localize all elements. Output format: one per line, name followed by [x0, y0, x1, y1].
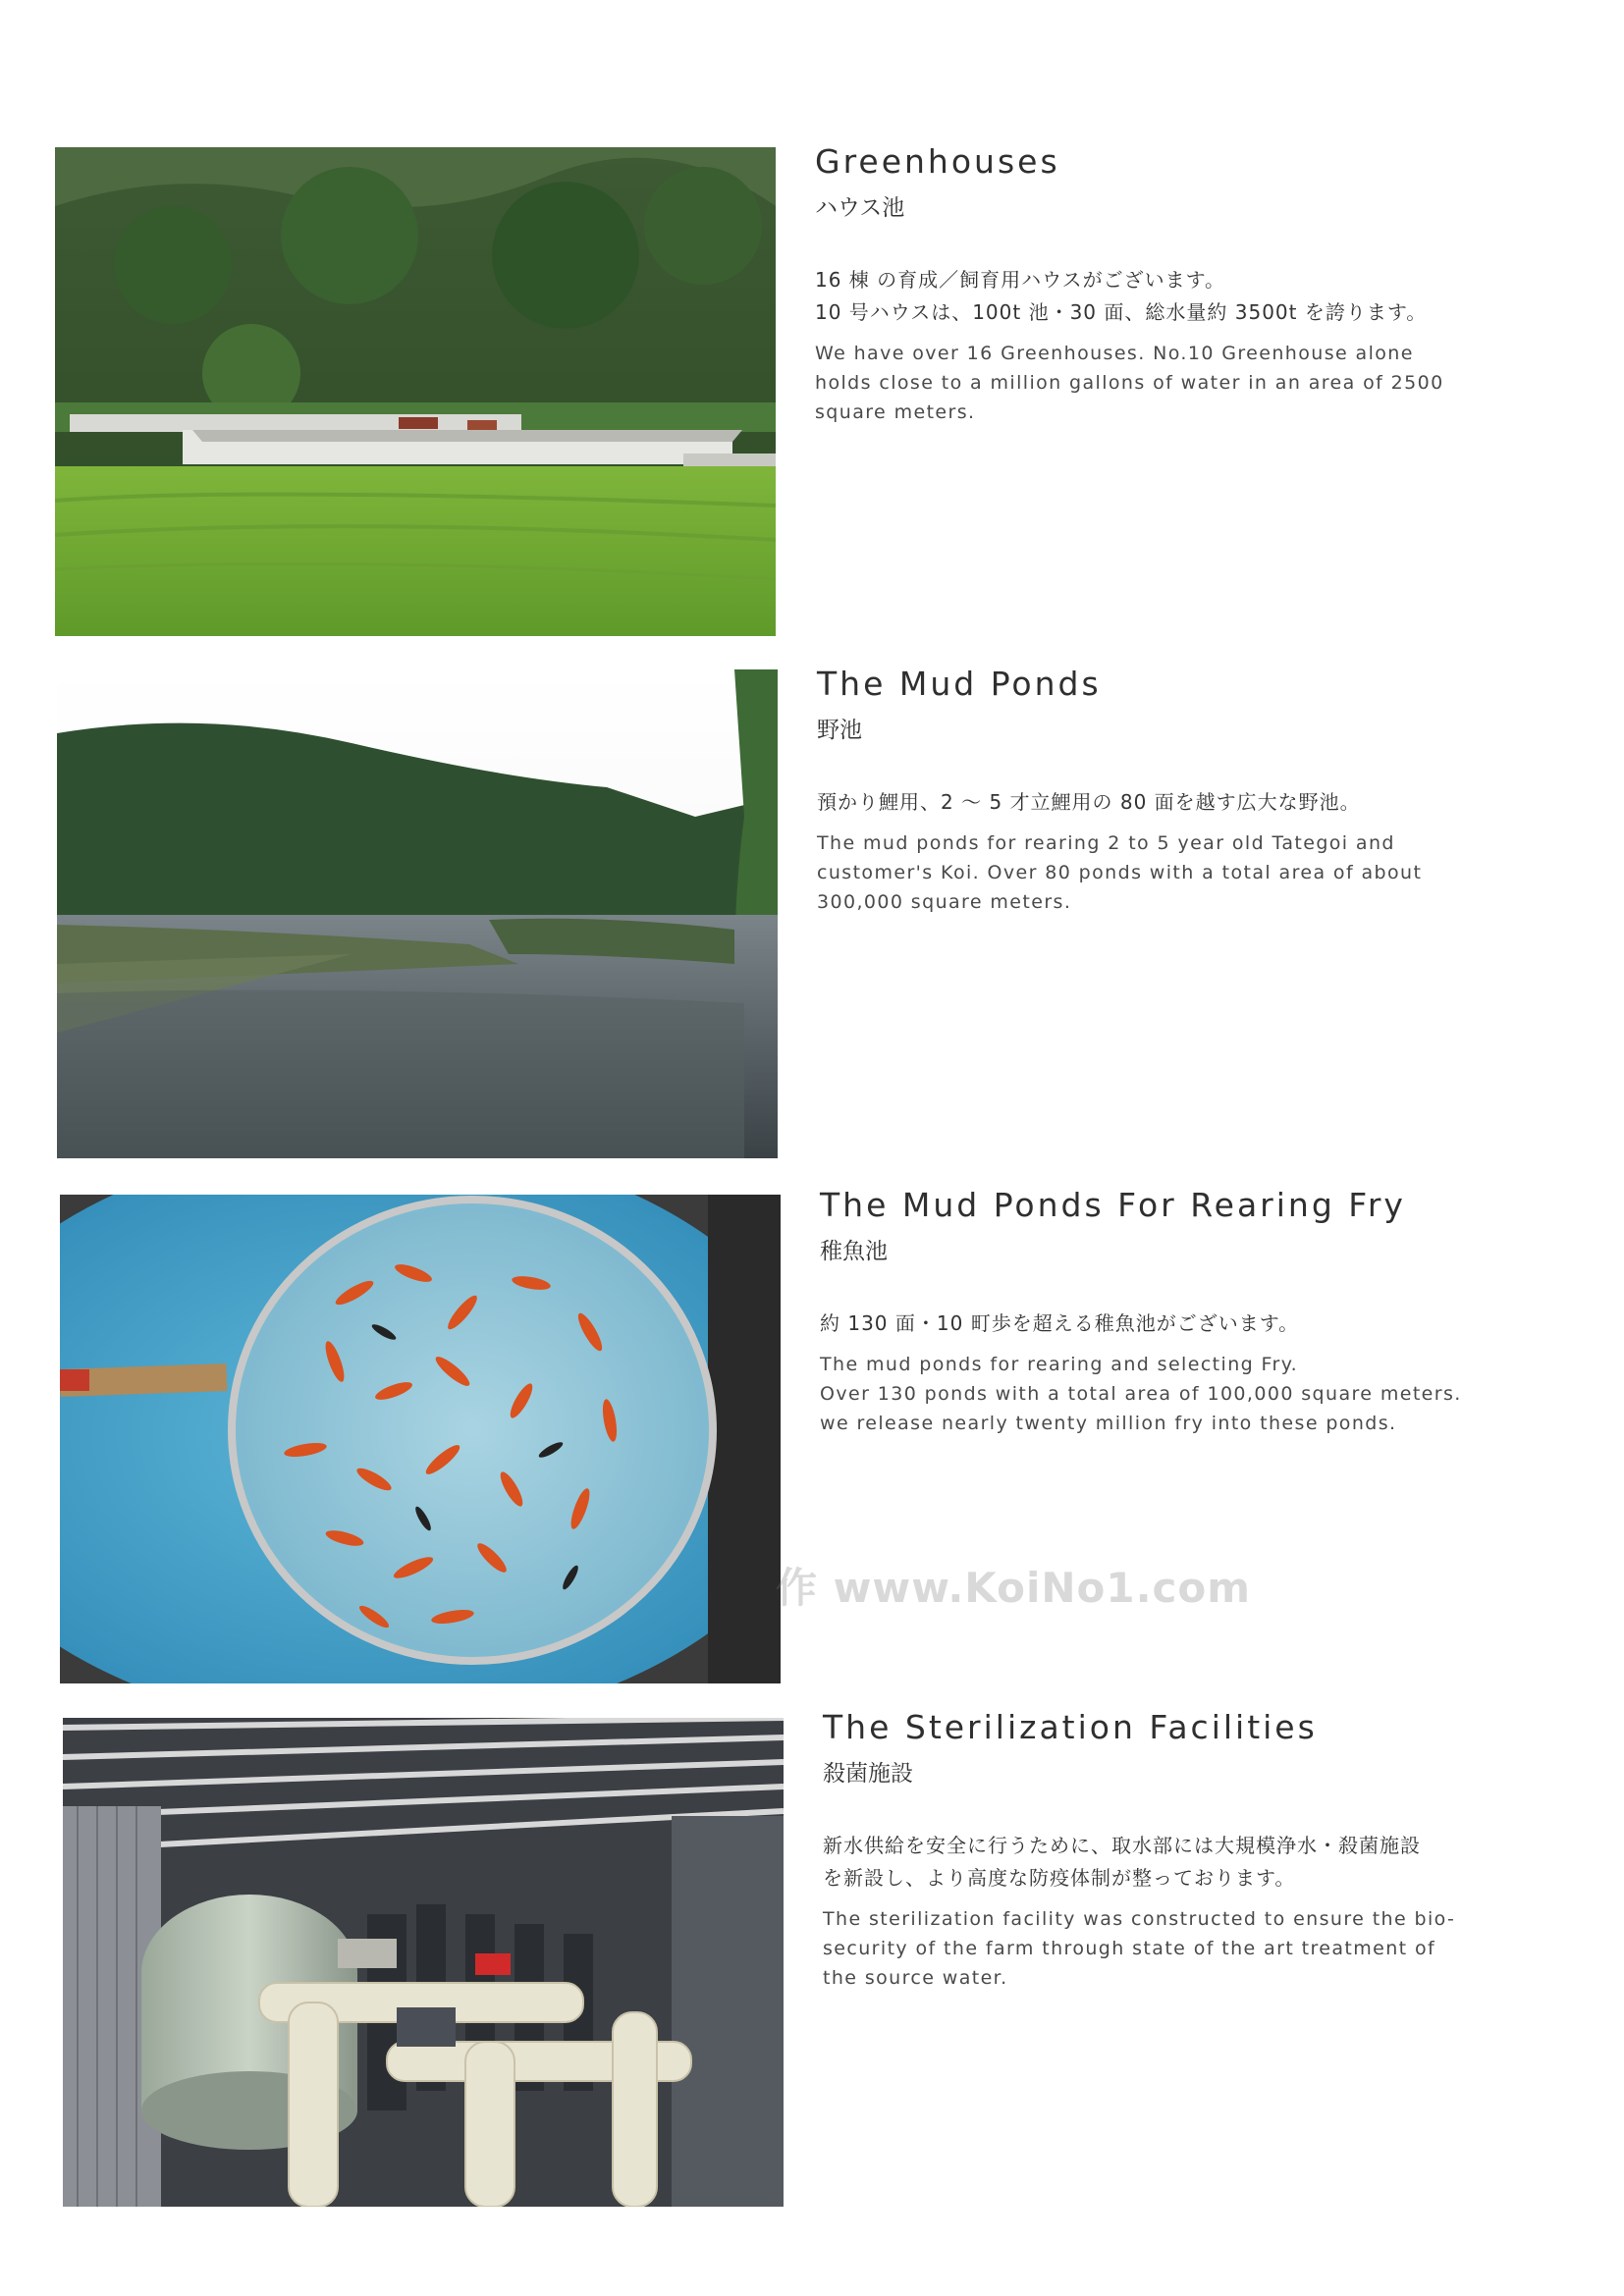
- sterilization-photo: [63, 1718, 784, 2207]
- english-description: [823, 1904, 1490, 1993]
- en-line: 300,000 square meters.: [817, 891, 1072, 913]
- en-line: the source water.: [823, 1967, 1008, 1989]
- japanese-description: [815, 264, 1483, 329]
- en-line: Over 130 ponds with a total area of 100,000 square meters.: [820, 1383, 1462, 1405]
- english-description: [820, 1350, 1488, 1438]
- jp-line: を新設し、より高度な防疫体制が整っております。: [823, 1866, 1296, 1890]
- en-line: The mud ponds for rearing and selecting Fry.: [820, 1354, 1299, 1375]
- en-line: square meters.: [815, 401, 976, 423]
- section-title: Greenhouses: [815, 142, 1060, 181]
- japanese-description: [823, 1830, 1490, 1895]
- japanese-description: [817, 786, 1485, 819]
- en-line: holds close to a million gallons of water in an area of 2500: [815, 372, 1444, 394]
- en-line: The mud ponds for rearing 2 to 5 year old Tategoi and: [817, 832, 1395, 854]
- jp-line: 約 130 面・10 町歩を超える稚魚池がございます。: [820, 1311, 1300, 1335]
- section-title: The Sterilization Facilities: [823, 1708, 1318, 1746]
- jp-line: 10 号ハウスは、100t 池・30 面、総水量約 3500t を誇ります。: [815, 300, 1428, 324]
- section-subtitle: ハウス池: [815, 195, 905, 221]
- watermark: 作 www.KoiNo1.com: [776, 1564, 1252, 1612]
- english-description: [817, 828, 1485, 917]
- fry-net-photo: [60, 1195, 781, 1683]
- english-description: [815, 339, 1483, 427]
- en-line: We have over 16 Greenhouses. No.10 Greenhouse alone: [815, 343, 1414, 364]
- jp-line: 預かり鯉用、2 ～ 5 才立鯉用の 80 面を越す広大な野池。: [817, 790, 1361, 814]
- en-line: we release nearly twenty million fry into these ponds.: [820, 1413, 1397, 1434]
- mud-pond-photo: [57, 669, 778, 1158]
- jp-line: 新水供給を安全に行うために、取水部には大規模浄水・殺菌施設: [823, 1834, 1421, 1857]
- greenhouse-photo: [55, 147, 776, 636]
- en-line: security of the farm through state of the art treatment of: [823, 1938, 1436, 1959]
- jp-line: 16 棟 の育成／飼育用ハウスがございます。: [815, 268, 1225, 292]
- japanese-description: [820, 1308, 1488, 1340]
- section-title: The Mud Ponds: [817, 665, 1102, 703]
- section-subtitle: 殺菌施設: [823, 1761, 913, 1787]
- section-subtitle: 野池: [817, 718, 862, 743]
- section-subtitle: 稚魚池: [820, 1239, 888, 1264]
- en-line: The sterilization facility was constructed to ensure the bio-: [823, 1908, 1456, 1930]
- en-line: customer's Koi. Over 80 ponds with a total area of about: [817, 862, 1423, 883]
- section-title: The Mud Ponds For Rearing Fry: [820, 1186, 1406, 1224]
